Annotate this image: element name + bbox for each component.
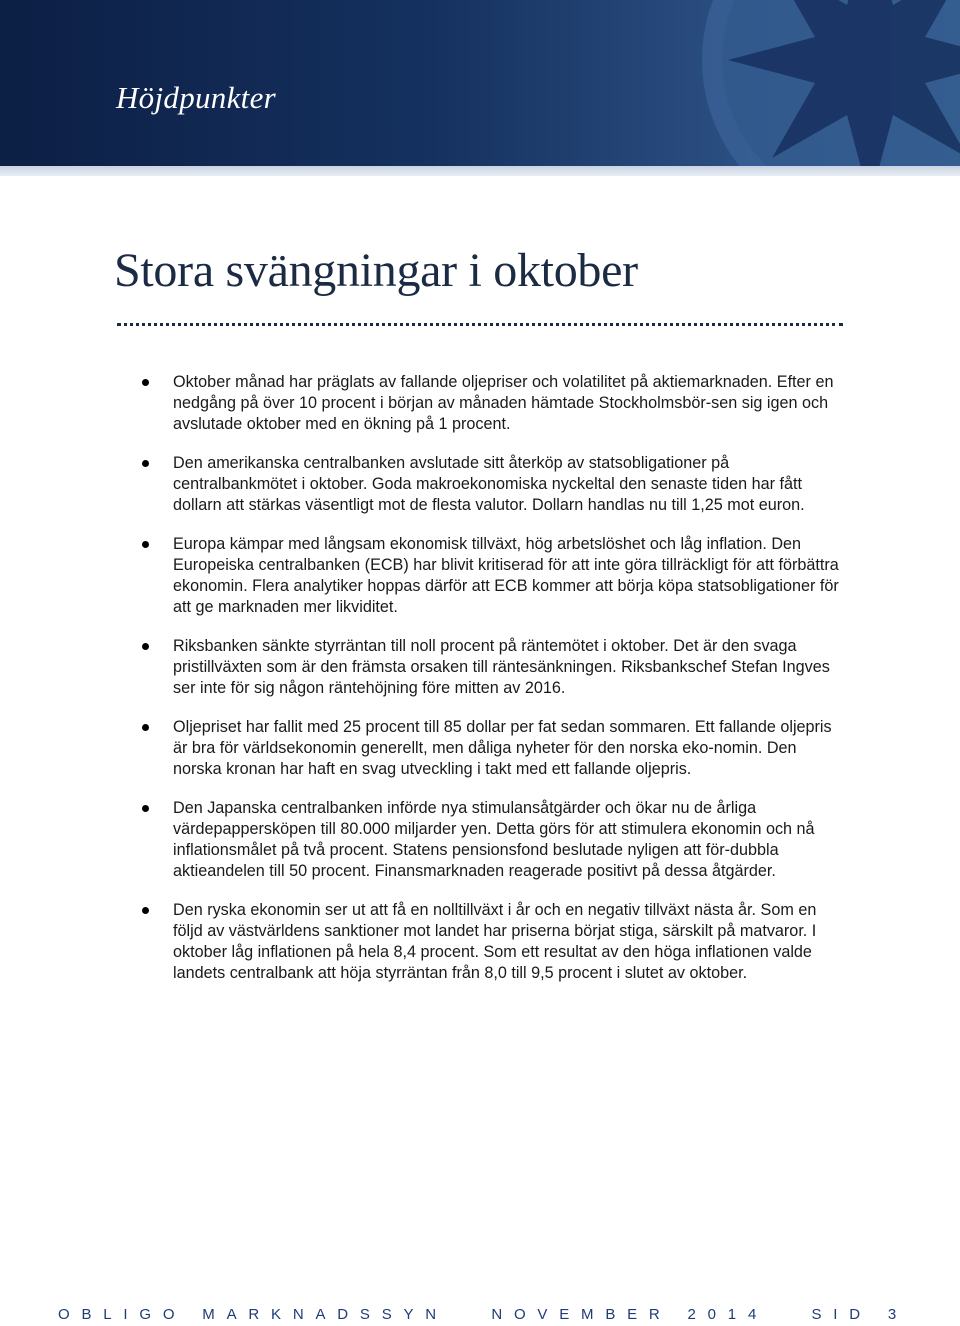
bullet-icon	[142, 460, 149, 467]
list-item	[0, 636, 848, 699]
banner-underline	[0, 166, 960, 176]
list-item	[0, 453, 848, 516]
star-emblem-icon	[700, 0, 960, 166]
footer-page-number: SID 3	[811, 1306, 908, 1323]
footer-publication: OBLIGO MARKNADSSYN	[58, 1306, 448, 1323]
list-item	[0, 798, 848, 882]
footer-issue: NOVEMBER 2014	[491, 1306, 769, 1323]
list-item-text: Riksbanken sänkte styrräntan till noll procent på räntemötet i oktober. Det är den svaga pristillväxten som är den främsta orsaken till räntesänkningen. Riksbankschef Stefan Ingves ser inte för sig någon räntehöjning före mitten av 2016.	[173, 637, 830, 697]
list-item	[0, 717, 848, 780]
highlights-list	[0, 372, 960, 1002]
bullet-icon	[142, 379, 149, 386]
bullet-icon	[142, 805, 149, 812]
bullet-icon	[142, 643, 149, 650]
list-item	[0, 372, 848, 435]
list-item	[0, 900, 848, 984]
list-item-text: Oljepriset har fallit med 25 procent till 85 dollar per fat sedan sommaren. Ett fallande oljepris är bra för världsekonomin generellt, men dåliga nyheter för den norska eko-nomin. Den norska kronan har haft en svag utveckling i takt med ett fallande oljepris.	[173, 718, 832, 778]
section-title: Höjdpunkter	[116, 80, 276, 115]
list-item-text: Den amerikanska centralbanken avslutade sitt återköp av statsobligationer på centralbankmötet i oktober. Goda makroekonomiska nyckeltal den senaste tiden har fått dollarn att stärkas väsentligt mot de flesta valutor. Dollarn handlas nu till 1,25 mot euron.	[173, 454, 805, 514]
list-item-text: Oktober månad har präglats av fallande oljepriser och volatilitet på aktiemarknaden. Efter en nedgång på över 10 procent i början av månaden hämtade Stockholmsbör-sen sig igen och avslutade oktober med en ökning på 1 procent.	[173, 373, 834, 433]
list-item-text: Den Japanska centralbanken införde nya stimulansåtgärder och ökar nu de årliga värdepappersköpen till 80.000 miljarder yen. Detta görs för att stimulera ekonomin och nå inflationsmålet på två procent. Statens pensionsfond beslutade nyligen att för-dubbla aktieandelen till 50 procent. Finansmarknaden reagerade positivt på dessa åtgärder.	[173, 799, 815, 880]
page-title: Stora svängningar i oktober	[114, 244, 638, 297]
heading-divider	[117, 323, 843, 326]
list-item-text: Den ryska ekonomin ser ut att få en nolltillväxt i år och en negativ tillväxt nästa år. Som en följd av västvärldens sanktioner mot landet har priserna börjat stiga, särskilt på matvaror. I oktober låg inflationen på hela 8,4 procent. Som ett resultat av den höga inflationen valde landets centralbank att höja styrräntan från 8,0 till 9,5 procent i slutet av oktober.	[173, 901, 817, 982]
header-banner	[0, 0, 960, 166]
list-item	[0, 534, 848, 618]
list-item-text: Europa kämpar med långsam ekonomisk tillväxt, hög arbetslöshet och låg inflation. Den Europeiska centralbanken (ECB) har blivit kritiserad för att inte göra tillräckligt för att förbättra ekonomin. Flera analytiker hoppas därför att ECB kommer att börja köpa statsobligationer för att ge marknaden mer likviditet.	[173, 535, 839, 616]
bullet-icon	[142, 541, 149, 548]
bullet-icon	[142, 724, 149, 731]
page-footer	[58, 1306, 908, 1323]
bullet-icon	[142, 907, 149, 914]
